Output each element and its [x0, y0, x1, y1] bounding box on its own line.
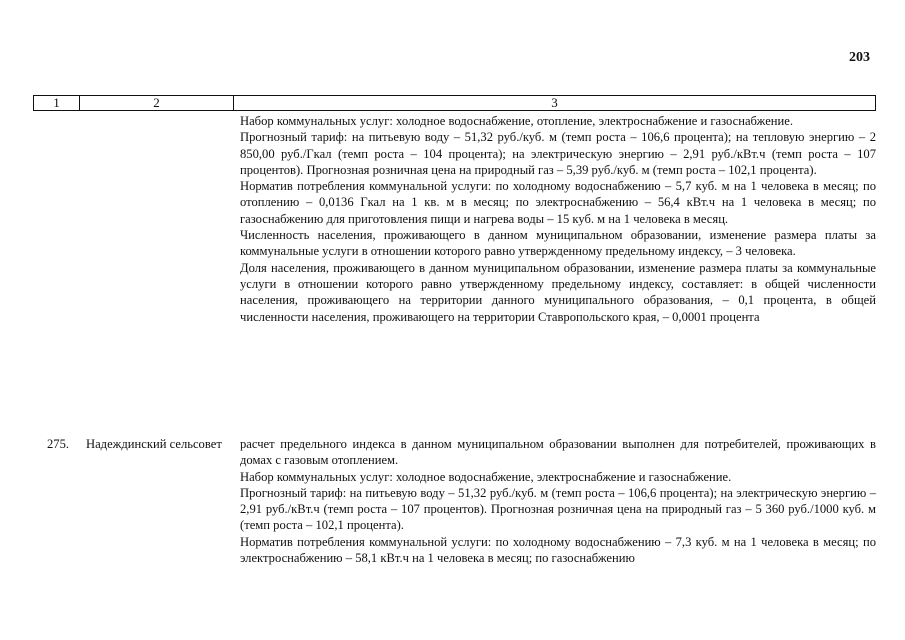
row-275-details	[240, 436, 876, 566]
header-col-2: 2	[79, 96, 233, 110]
paragraph: Прогнозный тариф: на питьевую воду – 51,32 руб./куб. м (темп роста – 106,6 процента); на тепловую энергию – 2 850,00 руб./Гкал (темп роста – 104 процента); на электрическую энергию – 2,91 руб./кВт.ч (темп роста – 107 процентов). Прогнозная розничная цена на природный газ – 5,39 руб./куб. м (темп роста – 102,1 процента).	[240, 130, 876, 177]
page-number: 203	[849, 50, 870, 65]
table-header-row	[33, 95, 876, 111]
header-col-1: 1	[53, 95, 60, 110]
header-col-3: 3	[233, 96, 875, 110]
municipality-name: Надеждинский сельсовет	[86, 437, 222, 451]
paragraph: Численность населения, проживающего в данном муниципальном образовании, изменение размера платы за коммунальные услуги в отношении которого равно утвержденному предельному индексу, – 3 человека.	[240, 228, 876, 259]
paragraph: Набор коммунальных услуг: холодное водоснабжение, отопление, электроснабжение и газоснабжение.	[240, 114, 793, 128]
row-number: 275.	[47, 437, 70, 451]
paragraph: Доля населения, проживающего в данном муниципальном образовании, изменение размера платы за коммунальные услуги в отношении которого равно утвержденному предельному индексу, составляет: в общей численности населения, проживающего на территории данного муниципального образования, – 0,1 процента, в общей численности населения, проживающего на территории Ставропольского края, – 0,0001 процента	[240, 260, 876, 324]
continuation-cell	[240, 113, 876, 325]
paragraph: Набор коммунальных услуг: холодное водоснабжение, электроснабжение и газоснабжение.	[240, 469, 732, 484]
paragraph: Норматив потребления коммунальной услуги: по холодному водоснабжению – 7,3 куб. м на 1 человека в месяц; по электроснабжению – 58,1 кВт.ч на 1 человека в месяц; по газоснабжению	[240, 534, 876, 566]
paragraph: расчет предельного индекса в данном муниципальном образовании выполнен для потребителей, проживающих в домах с газовым отоплением.	[240, 437, 876, 468]
paragraph: Норматив потребления коммунальной услуги: по холодному водоснабжению – 5,7 куб. м на 1 человека в месяц; по отоплению – 0,0136 Гкал на 1 кв. м в месяц; по электроснабжению – 56,4 кВт.ч на 1 человека в месяц; по газоснабжению для приготовления пищи и нагрева воды – 15 куб. м на 1 человека в месяц.	[240, 179, 876, 226]
paragraph: Прогнозный тариф: на питьевую воду – 51,32 руб./куб. м (темп роста – 106,6 процента); на электрическую энергию – 2,91 руб./кВт.ч (темп роста – 107 процентов). Прогнозная розничная цена на природный газ – 5 360 руб./1000 куб. м (темп роста – 102,1 процента).	[240, 485, 876, 533]
